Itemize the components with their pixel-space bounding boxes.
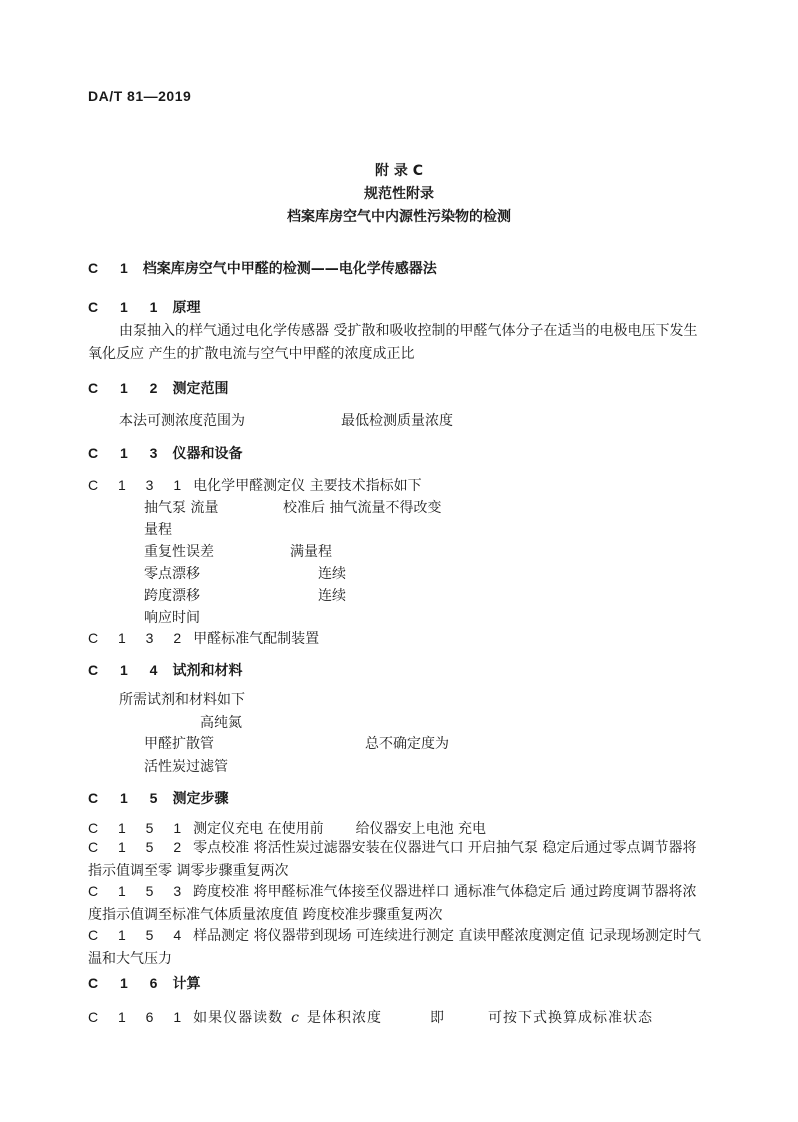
section-c12-text-a: 本法可测浓度范围为 (119, 413, 245, 429)
material-carbon-filter: 活性炭过滤管 (144, 759, 228, 775)
material-nitrogen: 高纯氮 (200, 715, 242, 731)
section-c153: C 1 5 3 跨度校准 将甲醛标准气体接至仪器进样口 通标准气体稳定后 通过跨度调节器将浓度指示值调至标准气体质量浓度值 跨度校准步骤重复两次 (88, 883, 697, 923)
section-c11-heading: C 1 1 原理 (88, 299, 201, 316)
spec-label-span-drift: 跨度漂移 (144, 588, 200, 604)
section-c12-text-b: 最低检测质量浓度 (341, 413, 453, 429)
material-diffusion-tube-note: 总不确定度为 (365, 736, 449, 752)
section-c14-heading: C 1 4 试剂和材料 (88, 662, 243, 679)
spec-label-flow: 抽气泵 流量 (144, 500, 219, 516)
section-c16-heading: C 1 6 计算 (88, 975, 201, 992)
section-c154: C 1 5 4 样品测定 将仪器带到现场 可连续进行测定 直读甲醛浓度测定值 记录现场测定时气温和大气压力 (88, 927, 701, 967)
section-c132: C 1 3 2 甲醛标准气配制装置 (88, 630, 320, 647)
spec-value-flow: 校准后 抽气流量不得改变 (283, 500, 442, 516)
section-c12-heading: C 1 2 测定范围 (88, 380, 229, 397)
appendix-label: 附 录 C (374, 163, 424, 179)
section-c15-heading: C 1 5 测定步骤 (88, 790, 229, 807)
section-c11-text: 由泵抽入的样气通过电化学传感器 受扩散和吸收控制的甲醛气体分子在适当的电极电压下发生氧化反应 产生的扩散电流与空气中甲醛的浓度成正比 (88, 323, 698, 362)
section-c161: C 1 6 1 如果仪器读数 c 是体积浓度 即 可按下式换算成标准状态 (88, 1009, 653, 1026)
spec-value-repeatability: 满量程 (290, 544, 332, 560)
spec-value-span-drift: 连续 (318, 588, 346, 604)
section-c1-heading: C 1 档案库房空气中甲醛的检测——电化学传感器法 (88, 260, 437, 277)
spec-label-response: 响应时间 (144, 610, 200, 626)
standard-code: DA/T 81—2019 (88, 88, 192, 104)
spec-label-range: 量程 (144, 522, 172, 538)
appendix-title: 档案库房空气中内源性污染物的检测 (287, 209, 511, 225)
spec-value-zero-drift: 连续 (318, 566, 346, 582)
section-c152: C 1 5 2 零点校准 将活性炭过滤器安装在仪器进气口 开启抽气泵 稳定后通过零点调节器将指示值调至零 调零步骤重复两次 (88, 839, 697, 879)
section-c131: C 1 3 1 电化学甲醛测定仪 主要技术指标如下 (88, 477, 422, 494)
section-c14-intro: 所需试剂和材料如下 (119, 692, 245, 708)
material-diffusion-tube: 甲醛扩散管 (144, 736, 214, 752)
section-c151: C 1 5 1 测定仪充电 在使用前 给仪器安上电池 充电 (88, 820, 487, 837)
spec-label-zero-drift: 零点漂移 (144, 566, 200, 582)
spec-label-repeatability: 重复性误差 (144, 544, 214, 560)
section-c13-heading: C 1 3 仪器和设备 (88, 445, 243, 462)
appendix-type: 规范性附录 (364, 186, 434, 202)
